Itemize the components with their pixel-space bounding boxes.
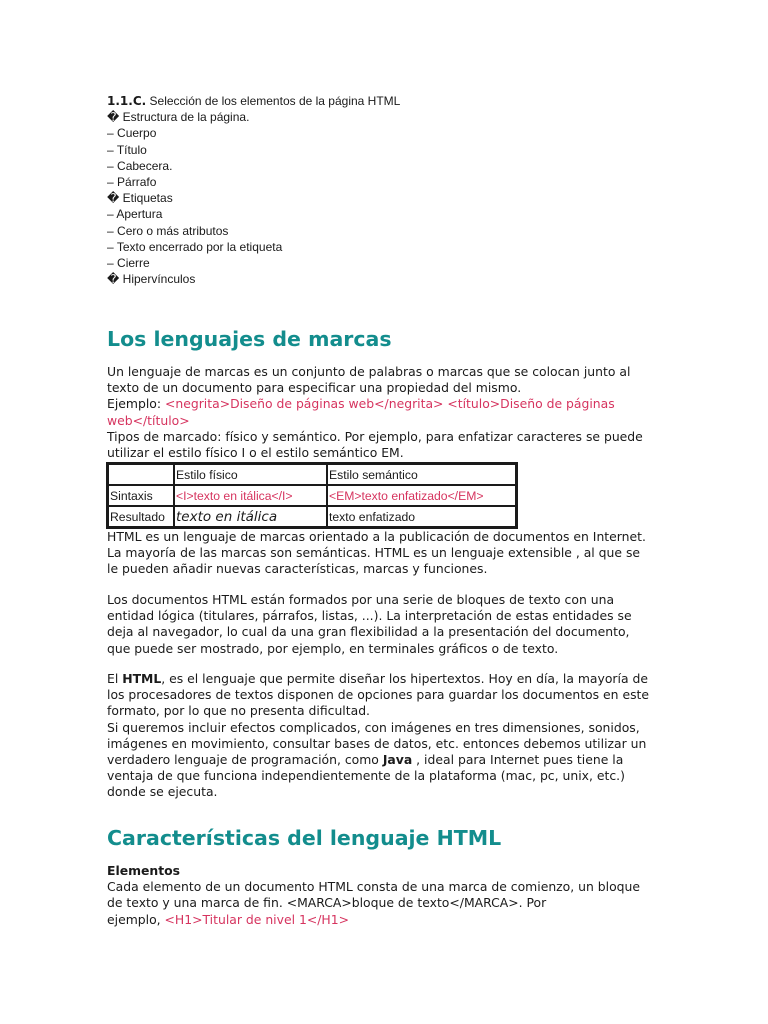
- example-code: <H1>Titular de nivel 1</H1>: [164, 911, 349, 927]
- table-header-cell: Estilo físico: [174, 464, 327, 485]
- outline-item: [107, 271, 667, 287]
- outline-item: [107, 142, 667, 158]
- el-html-paragraph: [107, 671, 650, 801]
- outline-item: [107, 125, 667, 141]
- table-cell: Resultado: [108, 506, 174, 527]
- subheading: Elementos: [107, 863, 181, 878]
- outline-item: [107, 206, 667, 222]
- text-line: ventaja de que funciona independientemente de la plataforma (mac, pc, unix, etc.): [107, 768, 625, 784]
- outline-item-text: Párrafo: [117, 175, 157, 190]
- example-code-cont: web</título>: [107, 412, 190, 428]
- bold-term: HTML: [122, 671, 162, 686]
- outline-item: [107, 255, 667, 271]
- text-line: de texto y una marca de fin. <MARCA>bloque de texto</MARCA>. Por: [107, 895, 547, 911]
- text-line: deja al navegador, lo cual da una gran flexibilidad a la presentación del documento,: [107, 624, 630, 640]
- example-label: Ejemplo:: [107, 396, 162, 412]
- text-line: Un lenguaje de marcas es un conjunto de palabras o marcas que se colocan junto al: [107, 364, 631, 379]
- table-cell: [108, 464, 174, 485]
- text-span: , es el lenguaje que permite diseñar los hipertextos. Hoy en día, la mayoría de: [161, 671, 648, 686]
- text-span: verdadero lenguaje de programación, como: [107, 752, 383, 768]
- section-heading-caracteristicas: Características del lenguaje HTML: [107, 826, 502, 850]
- outline-title: Selección de los elementos de la página HTML: [149, 94, 401, 108]
- text-line: Cada elemento de un documento HTML consta de una marca de comienzo, un bloque: [107, 879, 641, 895]
- table-row: [108, 506, 516, 527]
- table-row: [108, 485, 516, 506]
- text-line: le pueden añadir nuevas características, marcas y funciones.: [107, 561, 488, 577]
- text-line: Si queremos incluir efectos complicados, con imágenes en tres dimensiones, sonidos,: [107, 719, 640, 735]
- outline-item: [107, 109, 667, 125]
- outline-item: [107, 223, 667, 239]
- text-span: , ideal para Internet pues tiene la: [412, 752, 624, 768]
- text-line: [107, 912, 642, 928]
- outline-item-text: Hipervínculos: [122, 272, 196, 287]
- outline-item-text: Título: [116, 142, 147, 157]
- intro-paragraph: [107, 364, 642, 461]
- outline-section: [107, 93, 667, 287]
- outline-item-text: Estructura de la página.: [122, 110, 250, 125]
- outline-item-text: Cierre: [117, 256, 150, 271]
- text-line: HTML es un lenguaje de marcas orientado a la publicación de documentos en Internet.: [107, 529, 646, 544]
- dash-marker: –: [107, 223, 114, 238]
- dash-marker: –: [107, 142, 114, 157]
- text-line: donde se ejecuta.: [107, 784, 218, 800]
- table-cell: <EM>texto enfatizado</EM>: [327, 485, 516, 506]
- html-paragraph: [107, 529, 646, 578]
- text-line: utilizar el estilo físico I o el estilo semántico EM.: [107, 445, 404, 461]
- text-line: Los documentos HTML están formados por una serie de bloques de texto con una: [107, 592, 615, 607]
- outline-item: [107, 239, 667, 255]
- outline-list: [107, 109, 667, 287]
- dash-marker: –: [107, 175, 114, 190]
- dash-marker: –: [107, 256, 114, 271]
- subheading-elementos: [107, 863, 642, 879]
- text-line: texto de un documento para especificar una propiedad del mismo.: [107, 380, 522, 396]
- example-code: <negrita>Diseño de páginas web</negrita> <título>Diseño de páginas: [164, 396, 615, 412]
- bold-term: Java: [382, 752, 413, 768]
- outline-item: [107, 190, 667, 206]
- table-cell: texto enfatizado: [327, 506, 516, 527]
- dash-marker: –: [107, 126, 114, 141]
- outline-item: [107, 158, 667, 174]
- text-line: La mayoría de las marcas son semánticas. HTML es un lenguaje extensible , al que se: [107, 545, 641, 561]
- text-line: entidad lógica (titulares, párrafos, listas, ...). La interpretación de estas entidades se: [107, 608, 632, 624]
- outline-number: 1.1.C.: [107, 94, 147, 108]
- text-line: los procesadores de textos disponen de opciones para guardar los documentos en este: [107, 687, 650, 703]
- bullet-icon: �: [107, 110, 120, 125]
- text-line: [107, 752, 642, 768]
- table-cell: texto en itálica: [176, 508, 278, 525]
- outline-title-row: [107, 93, 667, 109]
- text-span: El: [107, 671, 123, 686]
- section-heading-lenguajes-marcas: Los lenguajes de marcas: [107, 327, 392, 351]
- outline-item: [107, 174, 667, 190]
- elementos-paragraph: [107, 863, 642, 928]
- text-line: que puede ser mostrado, por ejemplo, en terminales gráficos o de texto.: [107, 640, 559, 656]
- documents-paragraph: [107, 592, 642, 657]
- outline-item-text: Apertura: [116, 207, 163, 222]
- example-line: [107, 396, 642, 412]
- text-line: [107, 671, 648, 687]
- style-comparison-table: [106, 462, 518, 529]
- bullet-icon: �: [107, 191, 120, 206]
- dash-marker: –: [107, 207, 114, 222]
- table-cell: Sintaxis: [108, 485, 174, 506]
- outline-item-text: Texto encerrado por la etiqueta: [116, 239, 283, 254]
- text-line: formato, por lo que no presenta dificultad.: [107, 703, 370, 719]
- outline-item-text: Etiquetas: [122, 191, 173, 206]
- text-line: imágenes en movimiento, consultar bases de datos, etc. entonces debemos utilizar un: [107, 735, 647, 751]
- table-header-row: [108, 464, 516, 485]
- outline-item-text: Cero o más atributos: [117, 223, 229, 238]
- outline-item-text: Cabecera.: [117, 158, 173, 173]
- bullet-icon: �: [107, 272, 120, 287]
- text-line: Tipos de marcado: físico y semántico. Por ejemplo, para enfatizar caracteres se puede: [107, 428, 643, 444]
- outline-item-text: Cuerpo: [117, 126, 157, 141]
- dash-marker: –: [107, 239, 114, 254]
- dash-marker: –: [107, 158, 114, 173]
- table-cell: <I>texto en itálica</I>: [174, 485, 327, 506]
- table-header-cell: Estilo semántico: [327, 464, 516, 485]
- text-span: ejemplo,: [107, 911, 165, 927]
